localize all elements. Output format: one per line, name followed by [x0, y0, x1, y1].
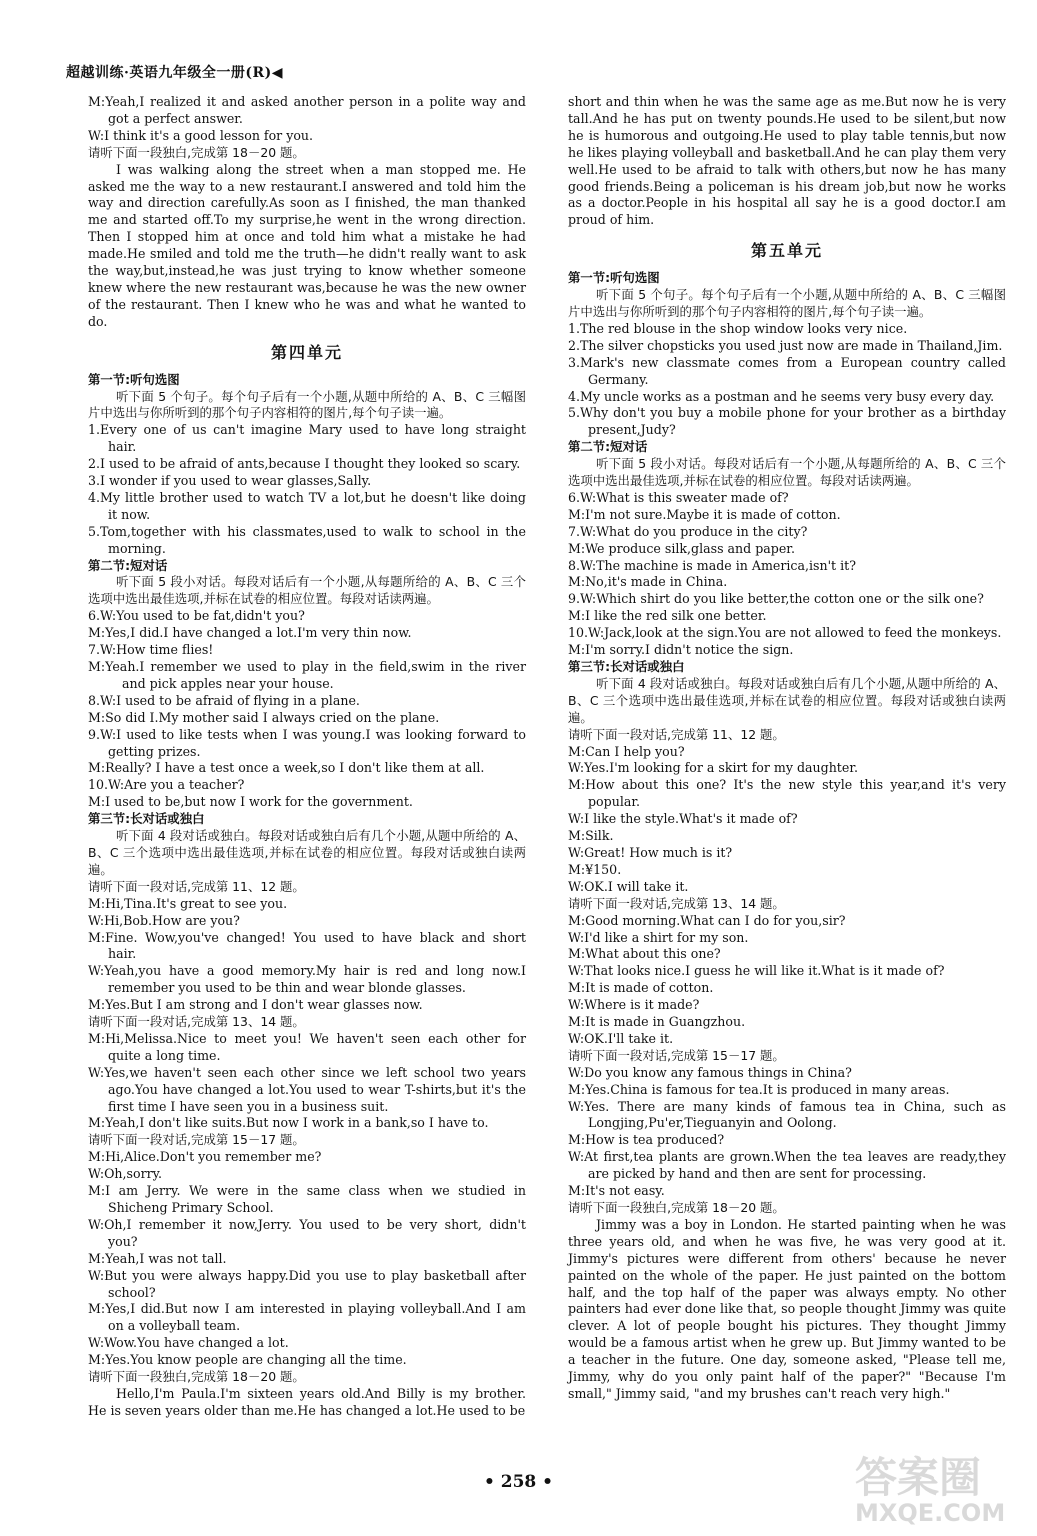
instruction-text: 请听下面一段对话,完成第 11、12 题。 [568, 726, 785, 742]
instruction-text: 请听下面一段对话,完成第 15－17 题。 [568, 1047, 785, 1063]
dialogue-line: W:Yes.I'm looking for a skirt for my daughter. [568, 760, 858, 776]
dialogue-line: W:That looks nice.I guess he will like it.What is it made of? [568, 963, 945, 979]
dialogue-line: M:So did I.My mother said I always cried on the plane. [88, 709, 440, 725]
dialogue-line: M:Yeah,I was not tall. [88, 1250, 227, 1266]
text-line: short and thin when he was the same age as me.But now he is very tall.And he has put on twenty pounds.He used to be silent,but now he is humorous and outgoing.He used to play table tennis,but now he likes playing volleyball and basketball.And he can play them very well.He used to be afraid to talk with others,but now he has many good friends.Being a policeman is his dream job,but now he works as a doctor.People in his hospital all say he is a good doctor.I am proud of him. [568, 94, 1006, 228]
section-heading: 第一节:听句选图 [568, 270, 660, 286]
dialogue-line: W:I like the style.What's it made of? [568, 811, 798, 827]
dialogue-line: M:It is made in Guangzhou. [568, 1014, 746, 1030]
dialogue-line: W:Oh,sorry. [88, 1166, 163, 1182]
right-column [568, 94, 1006, 1403]
instruction-text: 请听下面一段对话,完成第 11、12 题。 [88, 878, 305, 894]
dialogue-line: 9.W:I used to like tests when I was young.I was looking forward to getting prizes. [88, 726, 526, 759]
dialogue-line: M:I used to be,but now I work for the government. [88, 794, 413, 810]
instruction-text: 听下面 4 段对话或独白。每段对话或独白后有几个小题,从题中所给的 A、B、C 三个选项中选出最佳选项,并标在试卷的相应位置。每段对话或独白读两遍。 [88, 828, 526, 877]
dialogue-line: W:OK.I'll take it. [568, 1030, 674, 1046]
dialogue-line: M:Yeah,I don't like suits.But now I work in a bank,so I have to. [88, 1115, 489, 1131]
watermark-line2: MXQE.COM [855, 1499, 1006, 1527]
dialogue-line: W:Do you know any famous things in China? [568, 1064, 852, 1080]
dialogue-line: W:But you were always happy.Did you use to play basketball after school? [88, 1267, 526, 1300]
instruction-text: 请听下面一段对话,完成第 13、14 题。 [88, 1014, 305, 1030]
dialogue-line: 5.Why don't you buy a mobile phone for your brother as a birthday present,Judy? [568, 405, 1006, 438]
section-heading: 第二节:短对话 [88, 557, 168, 573]
section-heading: 第二节:短对话 [568, 439, 648, 455]
watermark-logo [855, 1445, 1025, 1525]
dialogue-line: M:I like the red silk one better. [568, 608, 767, 624]
dialogue-line: M:Hi,Alice.Don't you remember me? [88, 1149, 322, 1165]
dialogue-line: W:Oh,I remember it now,Jerry. You used to be very short, didn't you? [88, 1216, 526, 1249]
page-number: • 258 • [483, 1472, 554, 1492]
paragraph: I was walking along the street when a man stopped me. He asked me the way to a new restaurant.I answered and told him the way and direction carefully.As soon as I finished, the man thanked me and started off.To my surprise,he went in the wrong direction. Then I stopped him at once and told him what a mistake he had made.He smiled and told me the truth—he didn't really want to ask the way,but,instead,he was just trying to know whether someone knew where the new restaurant was,because he was the new owner of the restaurant. Then I knew who he was and what he wanted to do. [88, 161, 526, 329]
dialogue-line: M:Yes,I did.But now I am interested in playing volleyball.And I am on a volleyball team. [88, 1301, 526, 1334]
dialogue-line: M:What about this one? [568, 946, 721, 962]
dialogue-line: 6.W:What is this sweater made of? [568, 489, 789, 505]
instruction-text: 请听下面一段独白,完成第 18－20 题。 [568, 1200, 785, 1215]
dialogue-line: W:At first,tea plants are grown.When the tea leaves are ready,they are picked by hand and then are sent for processing. [568, 1149, 1006, 1182]
instruction-text: 请听下面一段独白,完成第 18－20 题。 [88, 1369, 305, 1385]
dialogue-line: M:Silk. [568, 828, 614, 844]
left-column [88, 94, 526, 1420]
dialogue-line: 4.My little brother used to watch TV a lot,but he doesn't like doing it now. [88, 489, 526, 522]
dialogue-line: M:Fine. Wow,you've changed! You used to have black and short hair. [88, 929, 526, 962]
dialogue-line: M:No,it's made in China. [568, 574, 728, 590]
dialogue-line: W:Yes. There are many kinds of famous tea in China, such as Longjing,Pu'er,Tieguanyin and Oolong. [568, 1098, 1006, 1131]
dialogue-line: 9.W:Which shirt do you like better,the cotton one or the silk one? [568, 591, 984, 607]
dialogue-line: W:I'd like a shirt for my son. [568, 929, 749, 945]
dialogue-line: M:¥150. [568, 861, 622, 877]
dialogue-line: 2.The silver chopsticks you used just now are made in Thailand,Jim. [568, 337, 1003, 353]
dialogue-line: M:Hi,Melissa.Nice to meet you! We haven't seen each other for quite a long time. [88, 1030, 526, 1063]
paragraph: Hello,I'm Paula.I'm sixteen years old.And Billy is my brother. He is seven years older than me.He has changed a lot.He used to be [88, 1385, 526, 1418]
dialogue-line: M:We produce silk,glass and paper. [568, 540, 795, 556]
dialogue-line: W:Yeah,you have a good memory.My hair is red and long now.I remember you used to be thin and wear blonde glasses. [88, 963, 526, 996]
section-heading: 第三节:长对话或独白 [568, 659, 685, 674]
dialogue-line: 10.W:Jack,look at the sign.You are not allowed to feed the monkeys. [568, 625, 1002, 641]
dialogue-line: M:Yes.You know people are changing all the time. [88, 1352, 407, 1368]
page-header: 超越训练·英语九年级全一册(R)◀ [66, 65, 284, 81]
instruction-text: 听下面 5 段小对话。每段对话后有一个小题,从每题所给的 A、B、C 三个选项中选出最佳选项,并标在试卷的相应位置。每段对话读两遍。 [88, 574, 526, 607]
instruction-text: 听下面 5 个句子。每个句子后有一个小题,从题中所给的 A、B、C 三幅图片中选出与你所听到的那个句子内容相符的图片,每个句子读一遍。 [568, 287, 1006, 319]
dialogue-line: W:Yes,we haven't seen each other since we left school two years ago.You have changed a lot.You used to wear T-shirts,but it's the first time I have seen you in a business suit. [88, 1064, 526, 1114]
dialogue-line: M:I am Jerry. We were in the same class when we studied in Shicheng Primary School. [88, 1183, 526, 1215]
instruction-text: 请听下面一段对话,完成第 15－17 题。 [88, 1132, 305, 1148]
dialogue-line: M:How is tea produced? [568, 1132, 725, 1148]
instruction-text: 听下面 5 段小对话。每段对话后有一个小题,从每题所给的 A、B、C 三个选项中选出最佳选项,并标在试卷的相应位置。每段对话读两遍。 [568, 456, 1006, 489]
unit-heading: 第四单元 [270, 342, 343, 362]
dialogue-line: W:OK.I will take it. [568, 878, 689, 894]
dialogue-line: M:Hi,Tina.It's great to see you. [88, 895, 288, 911]
dialogue-line: M:Really? I have a test once a week,so I don't like them at all. [88, 760, 485, 776]
instruction-text: 听下面 5 个句子。每个句子后有一个小题,从题中所给的 A、B、C 三幅图片中选出与你所听到的那个句子内容相符的图片,每个句子读一遍。 [88, 388, 526, 421]
dialogue-line: W:Wow.You have changed a lot. [88, 1335, 289, 1351]
dialogue-line: M:I'm not sure.Maybe it is made of cotton. [568, 506, 841, 522]
dialogue-line: W:Great! How much is it? [568, 844, 733, 860]
dialogue-line: 8.W:The machine is made in America,isn't it? [568, 557, 856, 573]
dialogue-line: M:Good morning.What can I do for you,sir? [568, 912, 846, 928]
unit-heading: 第五单元 [750, 241, 823, 261]
dialogue-line: W:I think it's a good lesson for you. [88, 127, 314, 143]
paragraph: Jimmy was a boy in London. He started painting when he was three years old, and when he was five, he was very good at it. Jimmy's pictures were different from others' because he never painted on the whole of the paper. He just painted on the bottom half, and the top half of the paper was always empty. No other painters had ever done like that, so people thought Jimmy was quite clever. A lot of people bought his pictures. They thought Jimmy would be a famous artist when he grew up. But Jimmy wanted to be a teacher in the future. One day, someone asked, "Please tell me, Jimmy, why do you only paint half of the paper?" "Because I'm small," Jimmy said, "and my brushes can't reach very high." [568, 1216, 1006, 1401]
dialogue-line: M:Yeah,I realized it and asked another person in a polite way and got a perfect answer. [88, 94, 526, 126]
dialogue-line: 1.The red blouse in the shop window looks very nice. [568, 320, 908, 336]
dialogue-line: M:Yes.China is famous for tea.It is produced in many areas. [568, 1081, 950, 1097]
dialogue-line: 3.Mark's new classmate comes from a European country called Germany. [568, 354, 1006, 387]
dialogue-line: M:Can I help you? [568, 743, 685, 759]
dialogue-line: W:Where is it made? [568, 997, 700, 1013]
dialogue-line: M:It is made of cotton. [568, 980, 714, 996]
dialogue-line: M:Yes,I did.I have changed a lot.I'm very thin now. [88, 625, 412, 641]
dialogue-line: M:How about this one? It's the new style this year,and it's very popular. [568, 777, 1006, 810]
dialogue-line: M:I'm sorry.I didn't notice the sign. [568, 642, 794, 658]
section-heading: 第三节:长对话或独白 [88, 811, 205, 827]
dialogue-line: M:Yes.But I am strong and I don't wear glasses now. [88, 997, 423, 1013]
dialogue-line: 2.I used to be afraid of ants,because I thought they looked so scary. [88, 456, 521, 472]
instruction-text: 听下面 4 段对话或独白。每段对话或独白后有几个小题,从题中所给的 A、B、C 三个选项中选出最佳选项,并标在试卷的相应位置。每段对话或独白读两遍。 [568, 675, 1006, 725]
dialogue-line: 5.Tom,together with his classmates,used to walk to school in the morning. [88, 523, 526, 556]
dialogue-line: 8.W:I used to be afraid of flying in a plane. [88, 692, 360, 708]
dialogue-line: 10.W:Are you a teacher? [88, 777, 245, 793]
instruction-text: 请听下面一段独白,完成第 18－20 题。 [88, 144, 305, 160]
dialogue-line: 1.Every one of us can't imagine Mary used to have long straight hair. [88, 422, 526, 455]
instruction-text: 请听下面一段对话,完成第 13、14 题。 [568, 895, 785, 911]
dialogue-line: 7.W:How time flies! [88, 642, 214, 658]
dialogue-line: M:It's not easy. [568, 1183, 665, 1199]
dialogue-line: 3.I wonder if you used to wear glasses,Sally. [88, 473, 372, 489]
watermark-line1: 答案圈 [855, 1453, 982, 1502]
section-heading: 第一节:听句选图 [88, 371, 180, 387]
dialogue-line: 4.My uncle works as a postman and he seems very busy every day. [568, 388, 995, 404]
dialogue-line: 7.W:What do you produce in the city? [568, 523, 808, 539]
dialogue-line: M:Yeah.I remember we used to play in the field,swim in the river and pick apples near your house. [88, 659, 526, 691]
dialogue-line: W:Hi,Bob.How are you? [88, 912, 240, 928]
dialogue-line: 6.W:You used to be fat,didn't you? [88, 608, 305, 624]
